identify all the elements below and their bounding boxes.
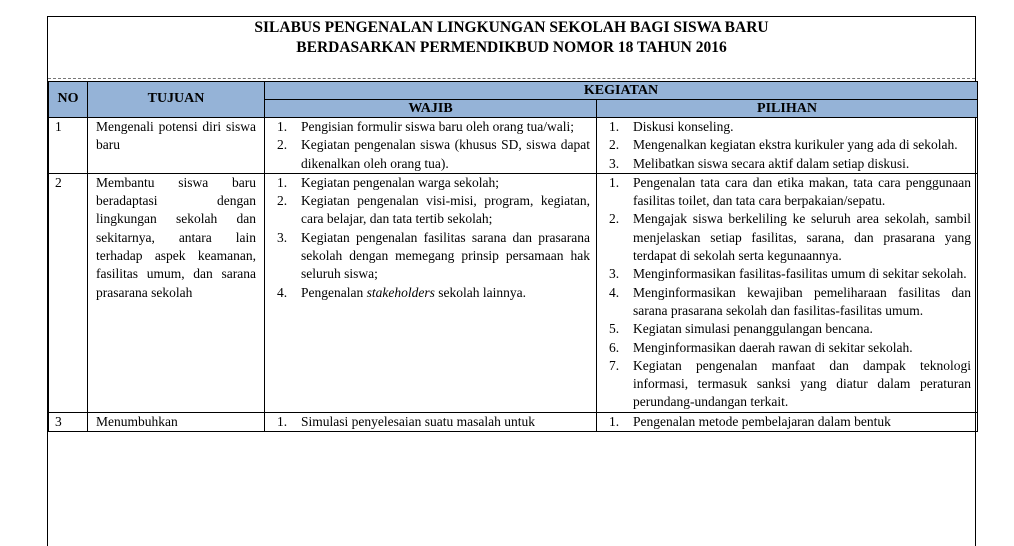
table-row: [49, 173, 978, 412]
row-pilihan: [597, 118, 978, 174]
row-number: 1: [49, 118, 88, 174]
title-line-1: SILABUS PENGENALAN LINGKUNGAN SEKOLAH BAGI SISWA BARU: [254, 19, 769, 36]
list-item: 2. Mengenalkan kegiatan ekstra kurikuler yang ada di sekolah.: [609, 137, 958, 153]
row-number: 2: [49, 173, 88, 412]
list-item: 3. Menginformasikan fasilitas-fasilitas umum di sekitar sekolah.: [609, 266, 967, 282]
list-item: 1. Kegiatan pengenalan warga sekolah;: [277, 174, 500, 190]
list-item: 3. Kegiatan pengenalan fasilitas sarana dan prasarana sekolah dengan memegang prinsip persamaan hak seluruh siswa;: [277, 229, 590, 282]
row-tujuan: Mengenali potensi diri siswa baru: [88, 118, 265, 174]
list-item: 5. Kegiatan simulasi penanggulangan bencana.: [609, 321, 873, 337]
list-item: 4. Pengenalan stakeholders sekolah lainnya.: [277, 284, 526, 300]
list-item: 2. Mengajak siswa berkeliling ke seluruh area sekolah, sambil menjelaskan setiap fasilitas, sarana, dan prasarana yang terdapat di sekolah serta kegunaannya.: [609, 211, 971, 264]
list-item: 4. Menginformasikan kewajiban pemeliharaan fasilitas dan sarana prasarana sekolah dan fasilitas-fasilitas umum.: [609, 284, 971, 318]
table-row: [49, 118, 978, 174]
document-title: [48, 17, 975, 79]
row-wajib: [265, 412, 597, 431]
row-pilihan: [597, 412, 978, 431]
list-item: 6. Menginformasikan daerah rawan di sekitar sekolah.: [609, 339, 913, 355]
list-item: 7. Kegiatan pengenalan manfaat dan dampak teknologi informasi, termasuk sanksi yang diatur dalam peraturan perundang-undangan terkait.: [609, 357, 971, 410]
header-wajib: WAJIB: [265, 100, 597, 118]
header-no: NO: [49, 82, 88, 118]
list-item: 1. Pengenalan tata cara dan etika makan, tata cara penggunaan fasilitas toilet, dan tata cara berpakaian/sepatu.: [609, 174, 971, 209]
list-item: 1. Pengenalan metode pembelajaran dalam bentuk: [609, 413, 891, 429]
table-row: [49, 412, 978, 431]
header-kegiatan: KEGIATAN: [265, 82, 978, 100]
header-pilihan: PILIHAN: [597, 100, 978, 118]
row-wajib: [265, 118, 597, 174]
row-pilihan: [597, 173, 978, 412]
list-item: 1. Diskusi konseling.: [609, 119, 734, 134]
list-item: 1. Simulasi penyelesaian suatu masalah untuk: [277, 413, 535, 429]
syllabus-table: [48, 81, 978, 432]
row-number: 3: [49, 412, 88, 431]
row-tujuan: Membantu siswa baru beradaptasi dengan lingkungan sekolah dan sekitarnya, antara lain terhadap aspek keamanan, fasilitas umum, dan sarana prasarana sekolah: [88, 173, 265, 412]
document-page: [47, 16, 976, 546]
title-line-2: BERDASARKAN PERMENDIKBUD NOMOR 18 TAHUN 2016: [296, 39, 727, 56]
row-wajib: [265, 173, 597, 412]
header-tujuan: TUJUAN: [88, 82, 265, 118]
list-item: 2. Kegiatan pengenalan siswa (khusus SD, siswa dapat dikenalkan oleh orang tua).: [277, 137, 590, 171]
list-item: 1. Pengisian formulir siswa baru oleh orang tua/wali;: [277, 119, 574, 134]
row-tujuan: Menumbuhkan: [88, 412, 265, 431]
list-item: 3. Melibatkan siswa secara aktif dalam setiap diskusi.: [609, 155, 910, 171]
list-item: 2. Kegiatan pengenalan visi-misi, program, kegiatan, cara belajar, dan tata tertib sekolah;: [277, 193, 590, 227]
